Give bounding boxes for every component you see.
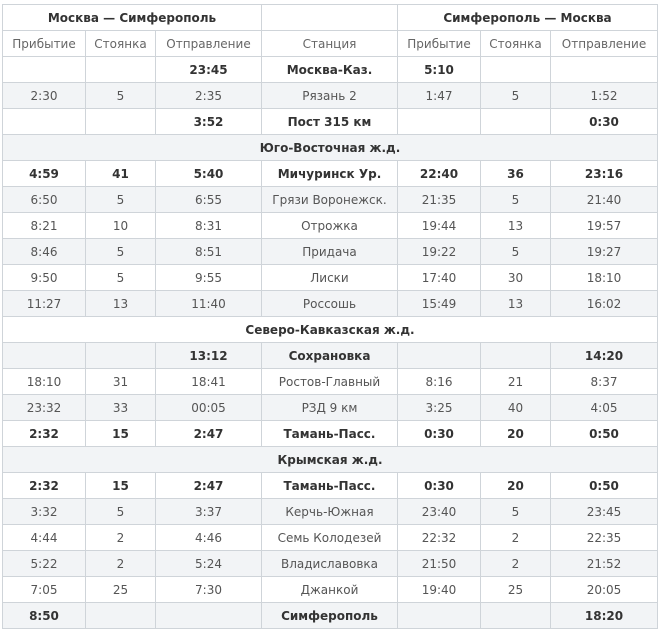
station-row xyxy=(3,499,658,525)
departure-right: 19:57 xyxy=(551,213,658,239)
railway-section-label: Крымская ж.д. xyxy=(3,447,658,473)
departure-right: 21:52 xyxy=(551,551,658,577)
arrival-right xyxy=(398,603,481,629)
arrival-right: 0:30 xyxy=(398,473,481,499)
col-arrival-left: Прибытие xyxy=(3,31,86,57)
departure-left: 7:30 xyxy=(156,577,262,603)
station-name: Ростов-Главный xyxy=(262,369,398,395)
station-name: Тамань-Пасс. xyxy=(262,473,398,499)
station-name: Симферополь xyxy=(262,603,398,629)
stop-left: 41 xyxy=(86,161,156,187)
arrival-left: 8:21 xyxy=(3,213,86,239)
station-row xyxy=(3,525,658,551)
arrival-left xyxy=(3,109,86,135)
col-arrival-right: Прибытие xyxy=(398,31,481,57)
station-name: Грязи Воронежск. xyxy=(262,187,398,213)
stop-right: 25 xyxy=(481,577,551,603)
stop-right: 36 xyxy=(481,161,551,187)
stop-left: 2 xyxy=(86,551,156,577)
stop-right: 40 xyxy=(481,395,551,421)
railway-section-row xyxy=(3,135,658,161)
departure-left: 3:37 xyxy=(156,499,262,525)
station-name: Семь Колодезей xyxy=(262,525,398,551)
arrival-right xyxy=(398,109,481,135)
station-name: Россошь xyxy=(262,291,398,317)
departure-right: 23:45 xyxy=(551,499,658,525)
departure-right: 23:16 xyxy=(551,161,658,187)
arrival-right xyxy=(398,343,481,369)
departure-left: 2:47 xyxy=(156,421,262,447)
departure-left: 6:55 xyxy=(156,187,262,213)
departure-left: 23:45 xyxy=(156,57,262,83)
station-row xyxy=(3,213,658,239)
arrival-left: 8:46 xyxy=(3,239,86,265)
direction-spacer xyxy=(262,5,398,31)
departure-left: 8:31 xyxy=(156,213,262,239)
arrival-right: 17:40 xyxy=(398,265,481,291)
stop-right: 5 xyxy=(481,499,551,525)
stop-left: 5 xyxy=(86,265,156,291)
arrival-left: 4:44 xyxy=(3,525,86,551)
departure-right: 18:20 xyxy=(551,603,658,629)
stop-right: 5 xyxy=(481,83,551,109)
stop-right: 20 xyxy=(481,473,551,499)
stop-left: 5 xyxy=(86,187,156,213)
station-name: Владиславовка xyxy=(262,551,398,577)
col-stop-left: Стоянка xyxy=(86,31,156,57)
arrival-right: 8:16 xyxy=(398,369,481,395)
stop-right: 13 xyxy=(481,213,551,239)
arrival-left: 2:32 xyxy=(3,421,86,447)
arrival-right: 21:35 xyxy=(398,187,481,213)
station-name: Москва-Каз. xyxy=(262,57,398,83)
departure-left: 11:40 xyxy=(156,291,262,317)
arrival-left: 6:50 xyxy=(3,187,86,213)
arrival-right: 19:44 xyxy=(398,213,481,239)
arrival-right: 23:40 xyxy=(398,499,481,525)
departure-right: 22:35 xyxy=(551,525,658,551)
station-row xyxy=(3,109,658,135)
arrival-left: 3:32 xyxy=(3,499,86,525)
arrival-right: 22:32 xyxy=(398,525,481,551)
station-name: Мичуринск Ур. xyxy=(262,161,398,187)
station-row xyxy=(3,421,658,447)
arrival-right: 22:40 xyxy=(398,161,481,187)
station-row xyxy=(3,473,658,499)
departure-right: 8:37 xyxy=(551,369,658,395)
station-row xyxy=(3,83,658,109)
station-name: Джанкой xyxy=(262,577,398,603)
stop-left xyxy=(86,343,156,369)
station-name: Тамань-Пасс. xyxy=(262,421,398,447)
departure-left: 4:46 xyxy=(156,525,262,551)
stop-right: 5 xyxy=(481,239,551,265)
departure-left: 13:12 xyxy=(156,343,262,369)
stop-left: 5 xyxy=(86,239,156,265)
station-name: Керчь-Южная xyxy=(262,499,398,525)
stop-right: 5 xyxy=(481,187,551,213)
arrival-left: 18:10 xyxy=(3,369,86,395)
station-row xyxy=(3,369,658,395)
departure-left xyxy=(156,603,262,629)
stop-right xyxy=(481,343,551,369)
station-name: Рязань 2 xyxy=(262,83,398,109)
departure-left: 00:05 xyxy=(156,395,262,421)
departure-left: 5:40 xyxy=(156,161,262,187)
stop-left xyxy=(86,57,156,83)
stop-left xyxy=(86,109,156,135)
railway-section-label: Северо-Кавказская ж.д. xyxy=(3,317,658,343)
stop-left: 5 xyxy=(86,499,156,525)
departure-left: 8:51 xyxy=(156,239,262,265)
departure-left: 2:35 xyxy=(156,83,262,109)
station-name: РЗД 9 км xyxy=(262,395,398,421)
stop-right: 20 xyxy=(481,421,551,447)
station-name: Пост 315 км xyxy=(262,109,398,135)
direction-right-title: Симферополь — Москва xyxy=(398,5,658,31)
train-schedule-table xyxy=(2,4,658,629)
stop-right: 2 xyxy=(481,525,551,551)
railway-section-label: Юго-Восточная ж.д. xyxy=(3,135,658,161)
departure-right: 20:05 xyxy=(551,577,658,603)
stop-left: 10 xyxy=(86,213,156,239)
departure-right: 4:05 xyxy=(551,395,658,421)
stop-right xyxy=(481,109,551,135)
departure-left: 9:55 xyxy=(156,265,262,291)
stop-left: 15 xyxy=(86,421,156,447)
arrival-right: 1:47 xyxy=(398,83,481,109)
col-stop-right: Стоянка xyxy=(481,31,551,57)
station-row xyxy=(3,343,658,369)
departure-left: 18:41 xyxy=(156,369,262,395)
arrival-left: 11:27 xyxy=(3,291,86,317)
arrival-left: 4:59 xyxy=(3,161,86,187)
departure-left: 5:24 xyxy=(156,551,262,577)
station-row xyxy=(3,603,658,629)
station-row xyxy=(3,239,658,265)
departure-right: 1:52 xyxy=(551,83,658,109)
arrival-right: 0:30 xyxy=(398,421,481,447)
arrival-right: 19:40 xyxy=(398,577,481,603)
arrival-left: 2:30 xyxy=(3,83,86,109)
arrival-left xyxy=(3,57,86,83)
arrival-left: 7:05 xyxy=(3,577,86,603)
station-row xyxy=(3,187,658,213)
station-name: Сохрановка xyxy=(262,343,398,369)
departure-right: 14:20 xyxy=(551,343,658,369)
departure-right: 0:30 xyxy=(551,109,658,135)
stop-right xyxy=(481,57,551,83)
arrival-left: 23:32 xyxy=(3,395,86,421)
station-row xyxy=(3,291,658,317)
arrival-left: 2:32 xyxy=(3,473,86,499)
departure-right: 21:40 xyxy=(551,187,658,213)
arrival-right: 19:22 xyxy=(398,239,481,265)
railway-section-row xyxy=(3,447,658,473)
station-row xyxy=(3,265,658,291)
station-row xyxy=(3,395,658,421)
stop-left: 2 xyxy=(86,525,156,551)
arrival-left: 9:50 xyxy=(3,265,86,291)
direction-header-row xyxy=(3,5,658,31)
railway-section-row xyxy=(3,317,658,343)
stop-left: 15 xyxy=(86,473,156,499)
direction-left-title: Москва — Симферополь xyxy=(3,5,262,31)
stop-left xyxy=(86,603,156,629)
station-name: Отрожка xyxy=(262,213,398,239)
stop-right: 13 xyxy=(481,291,551,317)
stop-left: 33 xyxy=(86,395,156,421)
stop-right: 2 xyxy=(481,551,551,577)
col-station: Станция xyxy=(262,31,398,57)
arrival-left: 8:50 xyxy=(3,603,86,629)
departure-left: 3:52 xyxy=(156,109,262,135)
departure-left: 2:47 xyxy=(156,473,262,499)
stop-right: 30 xyxy=(481,265,551,291)
station-row xyxy=(3,577,658,603)
departure-right: 19:27 xyxy=(551,239,658,265)
arrival-right: 15:49 xyxy=(398,291,481,317)
arrival-left: 5:22 xyxy=(3,551,86,577)
arrival-right: 21:50 xyxy=(398,551,481,577)
stop-right: 21 xyxy=(481,369,551,395)
departure-right: 16:02 xyxy=(551,291,658,317)
column-header-row xyxy=(3,31,658,57)
stop-left: 13 xyxy=(86,291,156,317)
stop-left: 25 xyxy=(86,577,156,603)
station-name: Придача xyxy=(262,239,398,265)
station-row xyxy=(3,57,658,83)
arrival-right: 5:10 xyxy=(398,57,481,83)
station-row xyxy=(3,161,658,187)
station-name: Лиски xyxy=(262,265,398,291)
stop-left: 5 xyxy=(86,83,156,109)
col-departure-left: Отправление xyxy=(156,31,262,57)
departure-right: 18:10 xyxy=(551,265,658,291)
stop-left: 31 xyxy=(86,369,156,395)
arrival-left xyxy=(3,343,86,369)
departure-right xyxy=(551,57,658,83)
departure-right: 0:50 xyxy=(551,473,658,499)
schedule-body xyxy=(3,57,658,629)
stop-right xyxy=(481,603,551,629)
station-row xyxy=(3,551,658,577)
col-departure-right: Отправление xyxy=(551,31,658,57)
arrival-right: 3:25 xyxy=(398,395,481,421)
departure-right: 0:50 xyxy=(551,421,658,447)
